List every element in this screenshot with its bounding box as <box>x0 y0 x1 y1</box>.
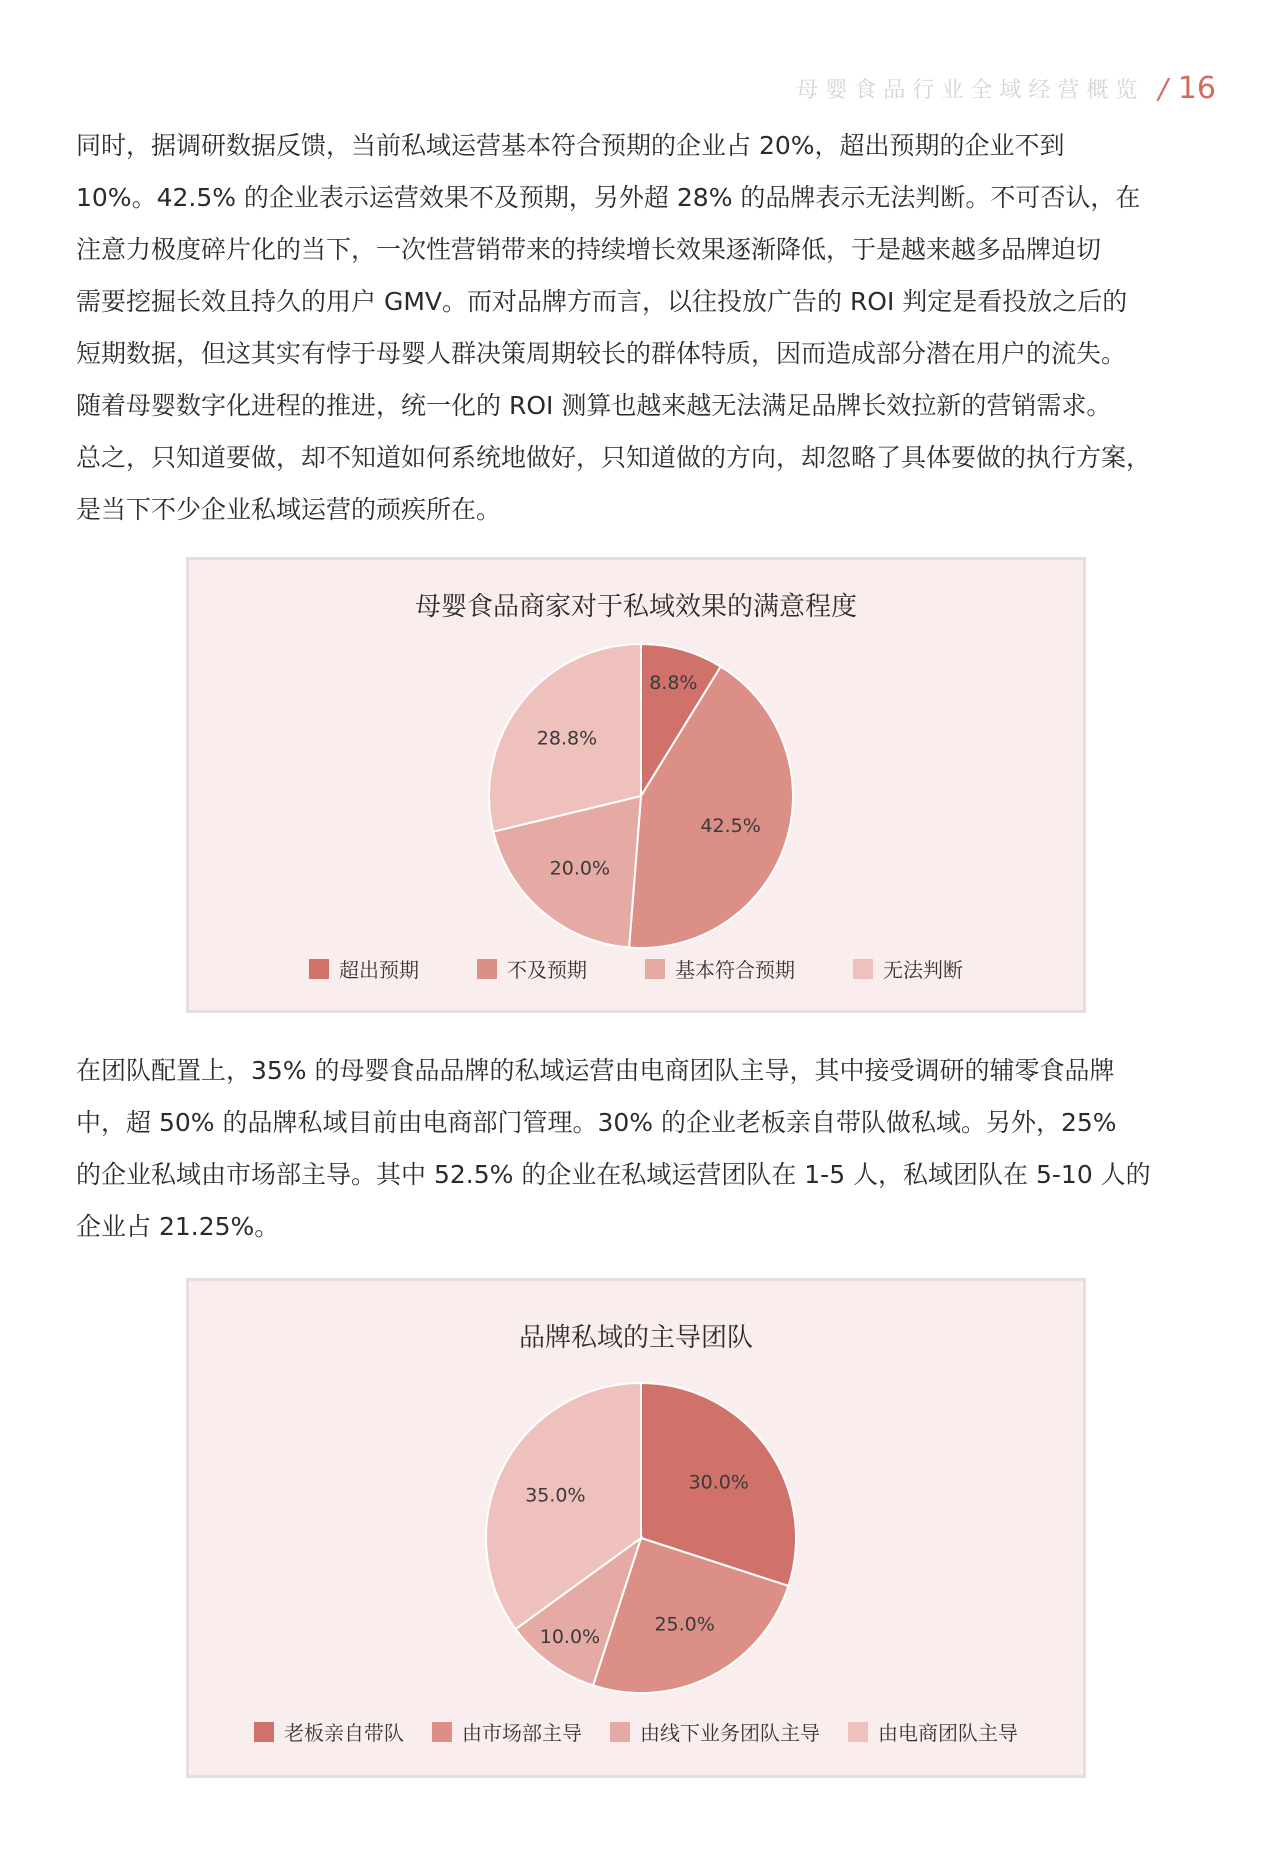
legend-item <box>432 1717 582 1746</box>
legend-label: 超出预期 <box>339 958 419 982</box>
slice-label: 25.0% <box>654 1613 715 1636</box>
legend-item <box>477 954 587 983</box>
pie-chart-svg <box>189 560 1083 1010</box>
pie-chart-svg <box>189 1281 1083 1775</box>
legend-label: 老板亲自带队 <box>284 1721 404 1745</box>
legend-label: 不及预期 <box>507 958 587 982</box>
legend-item <box>848 1717 1018 1746</box>
paragraph-line: 注意力极度碎片化的当下，一次性营销带来的持续增长效果逐渐降低，于是越来越多品牌迫切 <box>76 235 1102 264</box>
legend-item <box>645 954 795 983</box>
paragraph-line: 随着母婴数字化进程的推进，统一化的 ROI 测算也越来越无法满足品牌长效拉新的营销需求。 <box>76 391 1112 420</box>
legend-item <box>610 1717 820 1746</box>
legend-swatch <box>477 959 497 979</box>
page-header <box>796 68 1216 108</box>
paragraph-line: 中，超 50% 的品牌私域目前由电商部门管理。30% 的企业老板亲自带队做私域。另外，25% <box>76 1108 1117 1137</box>
legend-swatch <box>309 959 329 979</box>
team-pie-chart <box>186 1278 1086 1778</box>
paragraph-line: 总之，只知道要做，却不知道如何系统地做好，只知道做的方向，却忽略了具体要做的执行方案， <box>76 443 1152 472</box>
chart-title: 母婴食品商家对于私域效果的满意程度 <box>414 592 857 622</box>
legend-label: 基本符合预期 <box>675 958 795 982</box>
slice-label: 42.5% <box>700 815 761 838</box>
legend-swatch <box>254 1722 274 1742</box>
satisfaction-pie-chart <box>186 557 1086 1013</box>
chart-legend <box>189 954 1083 983</box>
slice-label: 10.0% <box>539 1625 601 1648</box>
legend-swatch <box>853 959 873 979</box>
chart-legend <box>189 1717 1083 1746</box>
legend-swatch <box>645 959 665 979</box>
legend-label: 无法判断 <box>883 958 963 982</box>
page-number: 16 <box>1177 70 1216 106</box>
legend-item <box>853 954 963 983</box>
paragraph-line: 企业占 21.25%。 <box>76 1212 280 1241</box>
paragraph-line: 短期数据，但这其实有悖于母婴人群决策周期较长的群体特质，因而造成部分潜在用户的流失。 <box>76 339 1127 368</box>
legend-label: 由电商团队主导 <box>878 1721 1018 1745</box>
slice-label: 28.8% <box>536 727 598 750</box>
chart-title: 品牌私域的主导团队 <box>518 1323 753 1353</box>
legend-swatch <box>432 1722 452 1742</box>
paragraph-1 <box>76 120 1204 536</box>
paragraph-line: 同时，据调研数据反馈，当前私域运营基本符合预期的企业占 20%，超出预期的企业不到 <box>76 131 1065 160</box>
legend-item <box>309 954 419 983</box>
paragraph-2 <box>76 1045 1204 1253</box>
paragraph-line: 需要挖掘长效且持久的用户 GMV。而对品牌方而言，以往投放广告的 ROI 判定是看投放之后的 <box>76 287 1128 316</box>
paragraph-line: 的企业私域由市场部主导。其中 52.5% 的企业在私域运营团队在 1-5 人，私域团队在 5-10 人的 <box>76 1160 1151 1189</box>
paragraph-line: 在团队配置上，35% 的母婴食品品牌的私域运营由电商团队主导，其中接受调研的辅零食品牌 <box>76 1056 1115 1085</box>
paragraph-line: 10%。42.5% 的企业表示运营效果不及预期，另外超 28% 的品牌表示无法判断。不可否认，在 <box>76 183 1141 212</box>
legend-swatch <box>848 1722 868 1742</box>
slice-label: 20.0% <box>549 857 611 880</box>
legend-item <box>254 1717 404 1746</box>
legend-label: 由市场部主导 <box>462 1721 582 1745</box>
header-divider: / <box>1158 71 1168 105</box>
slice-label: 8.8% <box>649 671 698 694</box>
slice-label: 35.0% <box>525 1484 586 1507</box>
paragraph-line: 是当下不少企业私域运营的顽疾所在。 <box>76 495 502 524</box>
slice-label: 30.0% <box>688 1471 749 1494</box>
legend-swatch <box>610 1722 630 1742</box>
legend-label: 由线下业务团队主导 <box>640 1721 820 1745</box>
header-title: 母婴食品行业全域经营概览 <box>796 77 1145 103</box>
